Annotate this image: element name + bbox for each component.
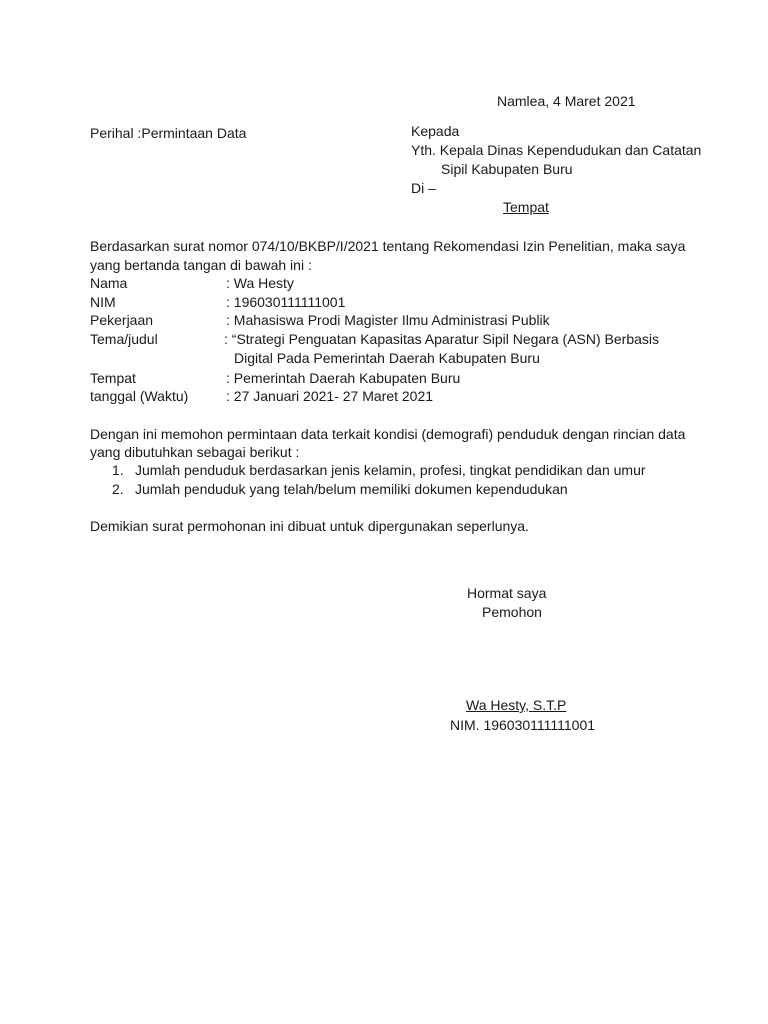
recipient-di: Di –: [411, 180, 436, 196]
list-item-number: 1.: [112, 462, 124, 478]
recipient-tempat: Tempat: [503, 199, 549, 215]
intro-line-2: yang bertanda tangan di bawah ini :: [90, 257, 312, 273]
closing-sentence: Demikian surat permohonan ini dibuat untuk dipergunakan seperlunya.: [90, 518, 529, 534]
field-label-tanggal: tanggal (Waktu): [90, 388, 189, 404]
subject-line: Perihal :Permintaan Data: [90, 125, 247, 141]
field-value-pekerjaan: : Mahasiswa Prodi Magister Ilmu Administrasi Publik: [226, 312, 550, 328]
field-label-nim: NIM: [90, 294, 116, 310]
field-value-nim: : 196030111111001: [226, 294, 346, 310]
intro-line-1: Berdasarkan surat nomor 074/10/BKBP/I/2021 tentang Rekomendasi Izin Penelitian, maka saya: [90, 238, 686, 254]
list-item-text: Jumlah penduduk yang telah/belum memiliki dokumen kependudukan: [135, 481, 568, 497]
signature-name: Wa Hesty, S.T.P: [466, 697, 567, 713]
field-label-pekerjaan: Pekerjaan: [90, 312, 154, 328]
field-value-tema-line-1: : “Strategi Penguatan Kapasitas Aparatur Sipil Negara (ASN) Berbasis: [224, 331, 660, 347]
place-date: Namlea, 4 Maret 2021: [497, 93, 636, 109]
recipient-line-1: Yth. Kepala Dinas Kependudukan dan Catatan: [411, 142, 702, 158]
signature-greeting: Hormat saya: [467, 585, 547, 601]
field-label-nama: Nama: [90, 275, 128, 291]
list-item-text: Jumlah penduduk berdasarkan jenis kelamin, profesi, tingkat pendidikan dan umur: [135, 462, 646, 478]
field-value-tanggal: : 27 Januari 2021- 27 Maret 2021: [226, 388, 434, 404]
field-label-tema: Tema/judul: [90, 331, 158, 347]
request-line-2: yang dibutuhkan sebagai berikut :: [90, 444, 300, 460]
field-value-tema-line-2: Digital Pada Pemerintah Daerah Kabupaten Buru: [234, 350, 540, 366]
request-line-1: Dengan ini memohon permintaan data terkait kondisi (demografi) penduduk dengan rincian data: [90, 426, 686, 442]
recipient-line-2: Sipil Kabupaten Buru: [441, 161, 573, 177]
signature-nim: NIM. 196030111111001: [450, 717, 596, 733]
signature-role: Pemohon: [482, 604, 542, 620]
field-value-tempat: : Pemerintah Daerah Kabupaten Buru: [226, 370, 461, 386]
list-item-number: 2.: [112, 481, 124, 497]
field-label-tempat: Tempat: [90, 370, 136, 386]
recipient-to: Kepada: [411, 123, 460, 139]
field-value-nama: : Wa Hesty: [226, 275, 294, 291]
